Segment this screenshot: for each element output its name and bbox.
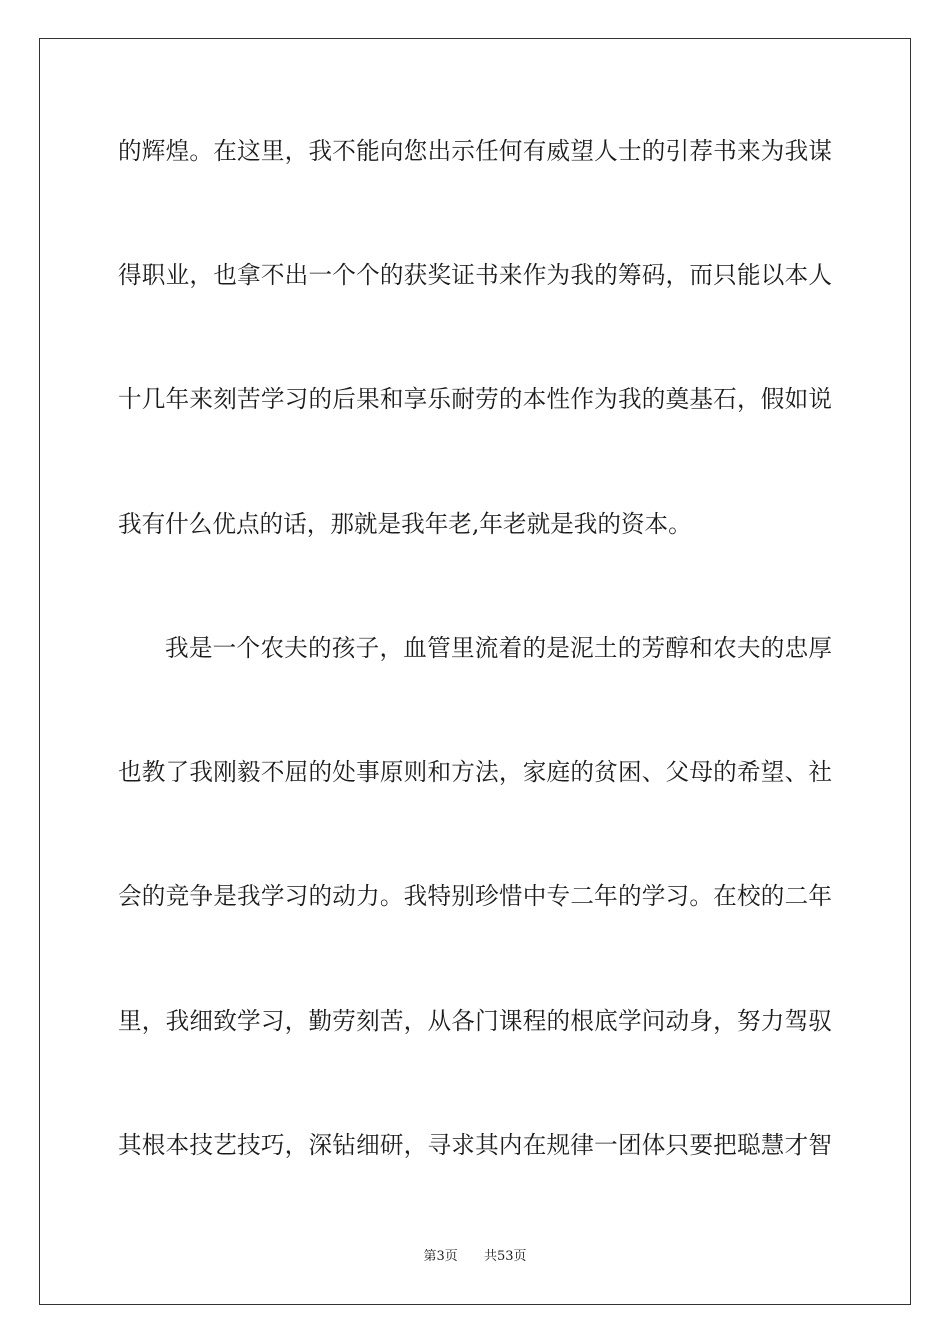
body-text-line-5: 我是一个农夫的孩子，血管里流着的是泥土的芳醇和农夫的忠厚 [165,634,832,662]
body-text-line-2: 得职业，也拿不出一个个的获奖证书来作为我的筹码，而只能以本人 [118,261,832,289]
page-border [39,38,911,1305]
body-text-line-4: 我有什么优点的话，那就是我年老,年老就是我的资本。 [118,510,692,538]
body-text-line-7: 会的竞争是我学习的动力。我特别珍惜中专二年的学习。在校的二年 [118,882,832,910]
page-footer [0,1248,950,1266]
body-text-line-3: 十几年来刻苦学习的后果和享乐耐劳的本性作为我的奠基石，假如说 [118,385,832,413]
total-pages: 共53页 [484,1249,527,1264]
body-text-line-6: 也教了我刚毅不屈的处事原则和方法，家庭的贫困、父母的希望、社 [118,758,832,786]
body-text-line-1: 的辉煌。在这里，我不能向您出示任何有威望人士的引荐书来为我谋 [118,137,832,165]
body-text-line-9: 其根本技艺技巧，深钻细研，寻求其内在规律一团体只要把聪慧才智 [118,1131,832,1159]
body-text-line-8: 里，我细致学习，勤劳刻苦，从各门课程的根底学问动身，努力驾驭 [118,1007,832,1035]
page-number: 第3页 [423,1249,458,1264]
